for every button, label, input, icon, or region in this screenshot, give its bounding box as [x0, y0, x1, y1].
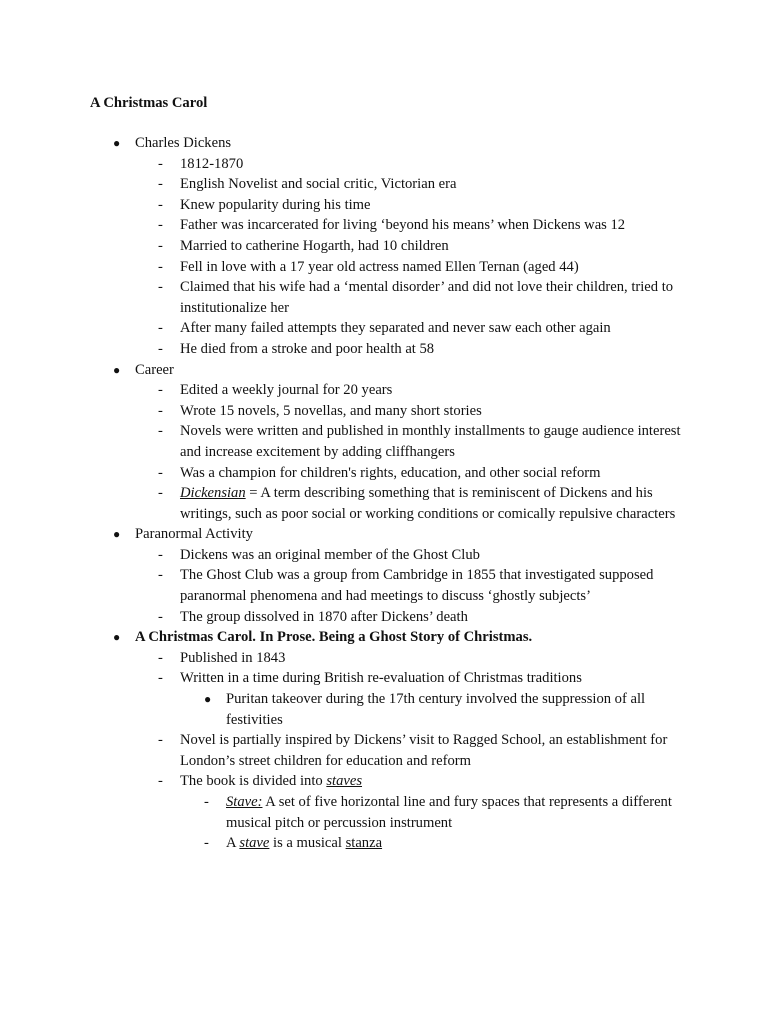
- section-paranormal-activity: [0, 524, 768, 545]
- dash-icon: -: [158, 340, 163, 357]
- list-item: - He died from a stroke and poor health at 58: [0, 339, 768, 360]
- bullet-icon: ●: [113, 362, 121, 377]
- list-item: - After many failed attempts they separated and never saw each other again: [0, 318, 768, 339]
- dash-icon: -: [158, 402, 163, 419]
- bullet-icon: ●: [113, 136, 121, 150]
- dash-icon: -: [158, 217, 163, 234]
- list-item: - Wrote 15 novels, 5 novellas, and many short stories: [0, 401, 768, 422]
- list-item: - Married to catherine Hogarth, had 10 children: [0, 236, 768, 257]
- dash-icon: -: [158, 567, 163, 584]
- dash-icon: -: [158, 732, 163, 749]
- list-item: - Novel is partially inspired by Dickens’ visit to Ragged School, an establishment for London’s street children for education and reform: [158, 732, 668, 769]
- list-item: - 1812-1870: [0, 154, 768, 175]
- stanza-term: stanza: [345, 835, 383, 852]
- dash-icon: -: [158, 320, 163, 337]
- list-item: - Written in a time during British re-evaluation of Christmas traditions: [0, 668, 768, 689]
- list-item: - Novels were written and published in monthly installments to gauge audience interest and increase excitement by adding cliffhangers: [158, 423, 681, 460]
- list-item: - Claimed that his wife had a ‘mental disorder’ and did not love their children, tried to institutionalize her: [158, 279, 674, 316]
- list-item: - Dickens was an original member of the Ghost Club: [0, 545, 768, 566]
- dash-icon: -: [158, 649, 163, 666]
- section-career: [0, 360, 768, 381]
- dash-icon: -: [158, 279, 163, 296]
- dash-icon: -: [158, 773, 163, 790]
- dash-icon: -: [158, 670, 163, 687]
- dickensian-definition: [180, 483, 690, 524]
- dickensian-term: Dickensian: [180, 485, 246, 502]
- outline-list: [0, 133, 768, 854]
- stave-term: stave: [239, 835, 270, 852]
- list-item: - Was a champion for children's rights, education, and other social reform: [0, 463, 768, 484]
- section-heading: Paranormal Activity: [135, 526, 253, 543]
- dash-icon: -: [158, 464, 163, 481]
- dash-icon: -: [158, 382, 163, 399]
- dash-icon: -: [158, 196, 163, 213]
- dickensian-rest: = A term describing something that is reminiscent of Dickens and his writings, such as poor social or working conditions or comically repulsive characters: [180, 485, 676, 522]
- stave-term: Stave:: [226, 794, 263, 810]
- list-item: - English Novelist and social critic, Victorian era: [0, 174, 768, 195]
- list-item: - Fell in love with a 17 year old actress named Ellen Ternan (aged 44): [0, 257, 768, 278]
- list-item-nested: - A stave is a musical stanza: [0, 833, 768, 854]
- list-item: [0, 483, 768, 524]
- bullet-icon: ●: [113, 630, 121, 645]
- dash-icon: -: [204, 794, 209, 810]
- list-item: - The book is divided into staves: [0, 771, 768, 792]
- list-item-nested: - Stave: A set of five horizontal line and fury spaces that represents a different musical pitch or percussion instrument: [204, 794, 672, 831]
- dash-icon: -: [158, 258, 163, 275]
- list-item: - The Ghost Club was a group from Cambridge in 1855 that investigated supposed paranormal phenomena and had meetings to discuss ‘ghostly subjects’: [158, 567, 654, 605]
- dash-icon: -: [158, 176, 163, 193]
- dash-icon: -: [158, 485, 163, 502]
- list-item: - Published in 1843: [0, 648, 768, 669]
- list-item: - Father was incarcerated for living ‘beyond his means’ when Dickens was 12: [0, 215, 768, 236]
- list-item: - Edited a weekly journal for 20 years: [0, 380, 768, 401]
- document-title: A Christmas Carol: [90, 95, 208, 111]
- list-item-nested: ● Puritan takeover during the 17th century involved the suppression of all festivities: [204, 691, 646, 728]
- list-item: - The group dissolved in 1870 after Dickens’ death: [0, 607, 768, 628]
- section-heading: Charles Dickens: [135, 135, 232, 151]
- staves-term: staves: [326, 773, 363, 790]
- section-heading: Career: [135, 361, 174, 378]
- section-heading: A Christmas Carol. In Prose. Being a Ghost Story of Christmas.: [135, 629, 533, 646]
- dash-icon: -: [158, 423, 163, 440]
- dash-icon: -: [204, 835, 209, 852]
- dash-icon: -: [158, 155, 163, 172]
- dash-icon: -: [158, 237, 163, 254]
- dash-icon: -: [158, 546, 163, 563]
- section-charles-dickens: [0, 133, 768, 154]
- dash-icon: -: [158, 608, 163, 625]
- section-christmas-carol: [0, 627, 768, 648]
- list-item: - Knew popularity during his time: [0, 195, 768, 216]
- bullet-icon: ●: [204, 692, 212, 707]
- bullet-icon: ●: [113, 527, 121, 542]
